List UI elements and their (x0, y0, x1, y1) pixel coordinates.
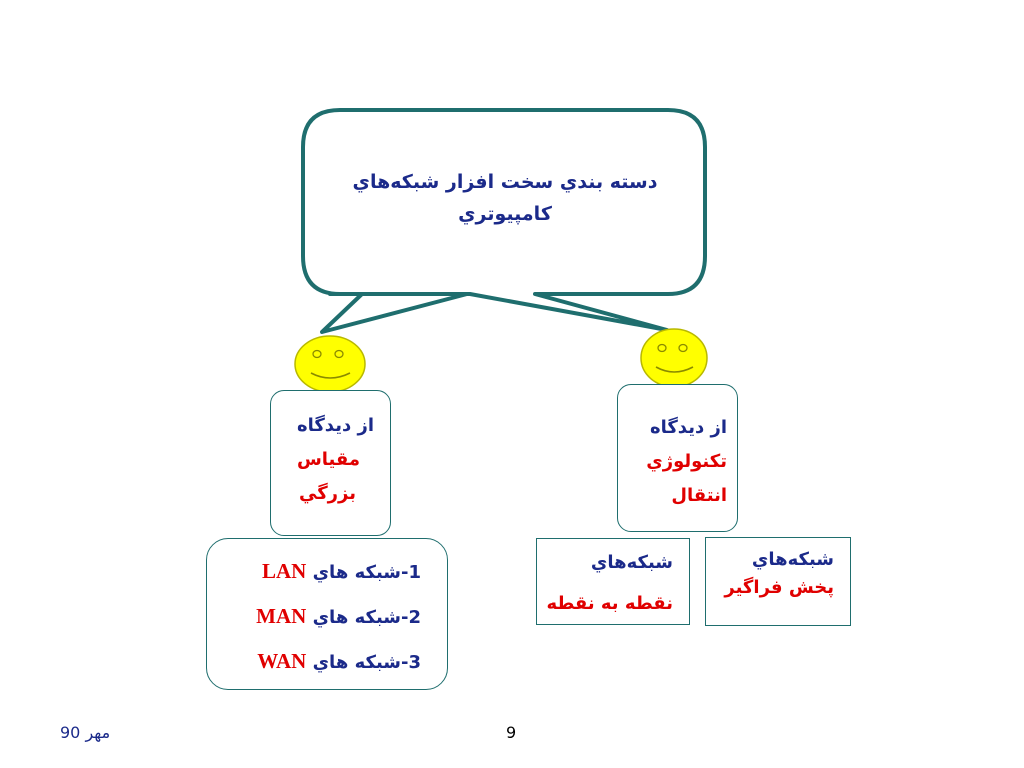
broadcast-box (705, 537, 851, 626)
title-line-2: كامپيوتري (458, 203, 552, 225)
point-to-point-box (536, 538, 690, 625)
scale-view-line-1: از ديدگاه (296, 415, 374, 436)
broadcast-line-1: شبكه‌هاي (751, 549, 834, 570)
technology-view-line-2: تكنولوژي (646, 451, 727, 472)
list-item-prefix: 1-شبكه هاي (312, 562, 421, 583)
title-line-1: دسته بندي سخت افزار شبكه‌هاي (352, 171, 658, 193)
scale-view-box (270, 390, 391, 536)
smiley-face-icon (639, 327, 709, 389)
broadcast-line-2: پخش فراگير (724, 577, 834, 598)
scale-view-line-2: مقياس (296, 449, 360, 470)
technology-view-line-3: انتقال (671, 485, 727, 506)
list-item-code: WAN (257, 649, 307, 673)
title-bubble (305, 112, 705, 292)
technology-view-box (617, 384, 738, 532)
list-item-prefix: 3-شبكه هاي (312, 652, 421, 673)
smiley-face-icon (293, 334, 367, 394)
scale-view-line-3: بزرگي (299, 483, 356, 504)
list-item-code: LAN (261, 559, 307, 583)
list-item (207, 649, 421, 694)
list-item-prefix: 2-شبكه هاي (312, 607, 421, 628)
technology-view-line-1: از ديدگاه (649, 417, 727, 438)
point-to-point-line-2: نقطه به نقطه (546, 593, 673, 614)
scale-network-list (206, 538, 448, 690)
list-item-code: MAN (256, 604, 307, 628)
point-to-point-line-1: شبكه‌هاي (590, 552, 673, 573)
list-item (207, 604, 421, 649)
page-number: 9 (506, 723, 517, 742)
list-item (207, 559, 421, 604)
footer-date: مهر 90 (60, 723, 111, 742)
